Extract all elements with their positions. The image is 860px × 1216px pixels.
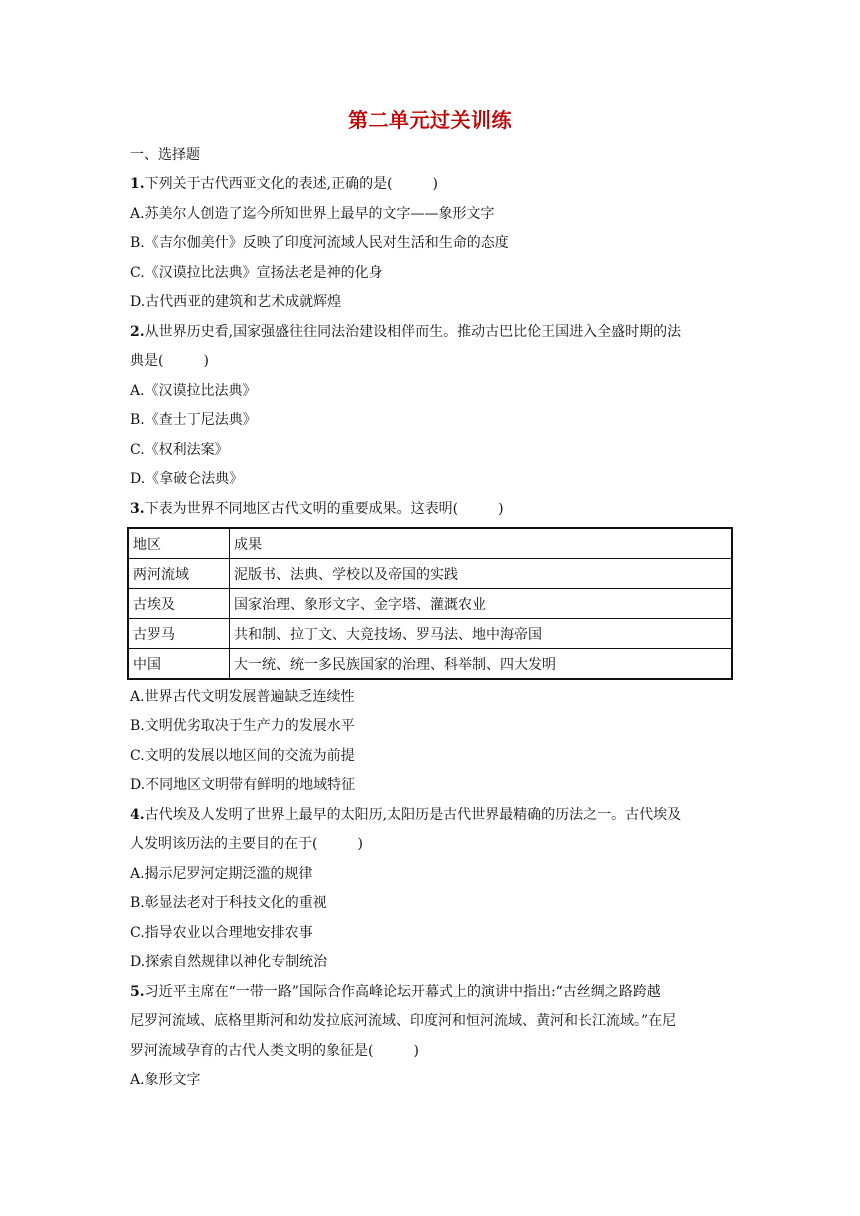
question-number: 2.	[130, 324, 145, 340]
option-c: C.指导农业以合理地安排农事	[130, 925, 313, 941]
civilization-table	[127, 527, 733, 680]
option-c: C.《权利法案》	[130, 442, 229, 458]
question-5-stem-cont: 罗河流域孕育的古代人类文明的象征是( )	[130, 1043, 419, 1059]
table-cell-achievement: 共和制、拉丁文、大竞技场、罗马法、地中海帝国	[230, 619, 733, 649]
question-4-stem: 4.古代埃及人发明了世界上最早的太阳历,太阳历是古代世界最精确的历法之一。古代埃及	[130, 807, 682, 823]
option-a: A.象形文字	[130, 1072, 201, 1088]
option-c: C.文明的发展以地区间的交流为前提	[130, 748, 355, 764]
option-d: D.《拿破仑法典》	[130, 471, 244, 487]
question-number: 3.	[130, 501, 145, 517]
table-header-cell: 成果	[230, 528, 733, 559]
question-1-stem: 1.下列关于古代西亚文化的表述,正确的是( )	[130, 176, 439, 192]
option-c: C.《汉谟拉比法典》宣扬法老是神的化身	[130, 265, 383, 281]
option-d: D.古代西亚的建筑和艺术成就辉煌	[130, 294, 342, 310]
table-cell-region: 中国	[128, 649, 230, 680]
table-header-cell: 地区	[128, 528, 230, 559]
option-b: B.《吉尔伽美什》反映了印度河流域人民对生活和生命的态度	[130, 235, 509, 251]
table-row	[128, 559, 732, 589]
question-number: 4.	[130, 807, 145, 823]
question-4-stem-cont: 人发明该历法的主要目的在于( )	[130, 836, 363, 852]
option-a: A.揭示尼罗河定期泛滥的规律	[130, 866, 313, 882]
option-a: A.《汉谟拉比法典》	[130, 383, 257, 399]
table-row	[128, 589, 732, 619]
option-b: B.《查士丁尼法典》	[130, 412, 257, 428]
table-row	[128, 649, 732, 680]
question-2-stem-cont: 典是( )	[130, 353, 209, 369]
table-cell-achievement: 泥版书、法典、学校以及帝国的实践	[230, 559, 733, 589]
table-row	[128, 619, 732, 649]
question-number: 1.	[130, 176, 145, 192]
question-5-stem: 5.习近平主席在“一带一路”国际合作高峰论坛开幕式上的演讲中指出:“古丝绸之路跨越	[130, 984, 661, 1000]
option-a: A.苏美尔人创造了迄今所知世界上最早的文字——象形文字	[130, 206, 495, 222]
table-cell-achievement: 大一统、统一多民族国家的治理、科举制、四大发明	[230, 649, 733, 680]
question-2-stem: 2.从世界历史看,国家强盛往往同法治建设相伴而生。推动古巴比伦王国进入全盛时期的法	[130, 324, 682, 340]
question-5-stem-cont: 尼罗河流域、底格里斯河和幼发拉底河流域、印度河和恒河流域、黄河和长江流域。”在尼	[130, 1013, 677, 1029]
page-title: 第二单元过关训练	[348, 108, 512, 132]
table-cell-region: 两河流域	[128, 559, 230, 589]
table-cell-region: 古埃及	[128, 589, 230, 619]
option-b: B.彰显法老对于科技文化的重视	[130, 895, 327, 911]
option-d: D.探索自然规律以神化专制统治	[130, 954, 328, 970]
option-d: D.不同地区文明带有鲜明的地域特征	[130, 777, 356, 793]
option-b: B.文明优劣取决于生产力的发展水平	[130, 718, 355, 734]
section-heading: 一、选择题	[130, 147, 200, 163]
table-cell-region: 古罗马	[128, 619, 230, 649]
question-number: 5.	[130, 984, 145, 1000]
option-a: A.世界古代文明发展普遍缺乏连续性	[130, 689, 355, 705]
table-cell-achievement: 国家治理、象形文字、金字塔、灌溉农业	[230, 589, 733, 619]
question-3-stem: 3.下表为世界不同地区古代文明的重要成果。这表明( )	[130, 501, 504, 517]
table-header-row	[128, 528, 732, 559]
